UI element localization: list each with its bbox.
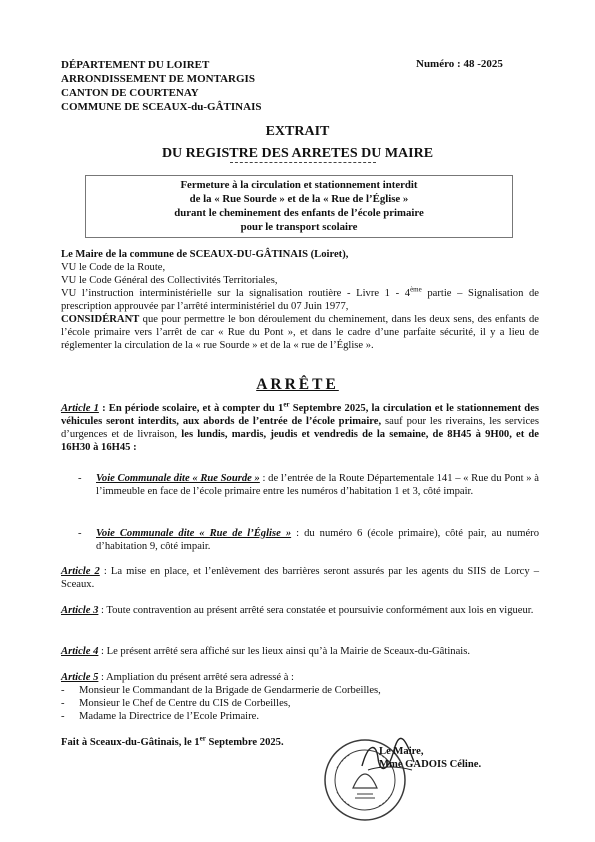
recipient-ecole: Madame la Directrice de l’Ecole Primaire. (79, 711, 260, 722)
article-4 (61, 645, 539, 658)
list-dash: - (78, 528, 82, 539)
article-1 (61, 402, 539, 454)
decree-number: Numéro : 48 -2025 (416, 58, 503, 70)
article-5-text: : Ampliation du présent arrêté sera adressé à : (98, 672, 294, 683)
article-2-paragraph (61, 565, 539, 591)
mayor-statement: Le Maire de la commune de SCEAUX-DU-GÂTINAIS (Loiret), (61, 249, 349, 260)
article-3 (61, 604, 539, 617)
visa-instruction-text-a: VU l’instruction interministérielle sur la signalisation routière - Livre 1 - 4 (61, 288, 411, 299)
place-date-text-a: Fait à Sceaux-du-Gâtinais, le 1 (61, 737, 200, 748)
list-item (78, 472, 539, 498)
article-4-paragraph (61, 645, 539, 658)
arrete-heading (0, 376, 595, 394)
administrative-header (61, 58, 261, 114)
recipient-item (61, 697, 539, 710)
recipient-item (61, 684, 539, 697)
voie-1-label: Voie Communale dite « Rue Sourde » (96, 473, 260, 484)
article-3-label: Article 3 (61, 605, 99, 616)
article-2 (61, 565, 539, 591)
document-subtitle: DU REGISTRE DES ARRETES DU MAIRE (161, 146, 434, 161)
place-date-line (61, 734, 284, 748)
list-dash: - (61, 685, 65, 696)
article-1-voie-1 (78, 472, 539, 498)
voie-2-text: : du numéro 6 (école primaire), côté pair, au numéro d’habitation 9, côté impair. (96, 528, 540, 552)
list-dash: - (61, 711, 65, 722)
article-4-label: Article 4 (61, 646, 99, 657)
header-commune: COMMUNE DE SCEAUX-du-GÂTINAIS (61, 101, 262, 113)
object-line-4: pour le transport scolaire (240, 221, 358, 233)
article-1-bold-b: Septembre 2025, la circulation et le stationnement des véhicules seront interdits, aux abords de l’entrée de l’école primaire, (61, 403, 540, 427)
visa-cgct: VU le Code Général des Collectivités Territoriales, (61, 275, 278, 286)
considerant (61, 313, 539, 352)
list-dash: - (78, 473, 82, 484)
article-5-paragraph (61, 671, 539, 684)
article-1-sup: er (283, 400, 290, 409)
article-1-paragraph (61, 402, 539, 454)
considerant-label: CONSIDÉRANT (61, 314, 140, 325)
article-2-label: Article 2 (61, 566, 100, 577)
header-canton: CANTON DE COURTENAY (61, 87, 199, 99)
article-3-paragraph (61, 604, 539, 617)
recipient-gendarmerie: Monsieur le Commandant de la Brigade de Gendarmerie de Corbeilles, (79, 685, 381, 696)
article-1-normal: sauf pour les riverains, les services d’urgences et de livraison, (61, 416, 539, 440)
visa-code-route: VU le Code de la Route, (61, 262, 166, 273)
recipient-item (61, 710, 539, 723)
decree-object-box (85, 175, 513, 238)
article-2-text: : La mise en place, et l’enlèvement des barrières seront assurés par les agents du SIIS de Lorcy – Sceaux. (61, 566, 539, 590)
article-1-voie-2 (78, 527, 539, 553)
list-item (78, 527, 539, 553)
article-5 (61, 671, 539, 723)
article-1-bold-a: : En période scolaire, et à compter du 1 (98, 403, 284, 414)
article-1-label: Article 1 (61, 403, 99, 414)
article-5-label: Article 5 (61, 672, 99, 683)
article-4-text: : Le présent arrêté sera affiché sur les lieux ainsi qu’à la Mairie de Sceaux-du-Gâtinais. (98, 646, 470, 657)
document-title: EXTRAIT (265, 124, 330, 139)
list-dash: - (61, 698, 65, 709)
signatory-name: Mme GADOIS Céline. (379, 759, 482, 770)
place-date-text-b: Septembre 2025. (205, 737, 284, 748)
arrete-heading-text: ARRÊTE (256, 376, 339, 393)
place-date-sup: er (199, 734, 206, 743)
article-1-bold-c: les lundis, mardis, jeudis et vendredis de la semaine, de 8H45 à 9H00, et de 16H30 à 16H45 : (61, 429, 539, 453)
recipient-cis: Monsieur le Chef de Centre du CIS de Corbeilles, (79, 698, 291, 709)
header-arrondissement: ARRONDISSEMENT DE MONTARGIS (61, 73, 255, 85)
object-line-3: durant le cheminement des enfants de l’école primaire (174, 207, 424, 219)
voie-2-label: Voie Communale dite « Rue de l’Église » (96, 528, 292, 539)
visa-instruction-text-b: partie – Signalisation de prescription approuvée par l’arrêté interministériel du 07 Juin 1977, (61, 288, 540, 312)
voie-1-text: : de l’entrée de la Route Départementale 141 – « Rue du Pont » à l’immeuble en face de l’école primaire entre les numéros d’habitation 1 et 3, côté impair. (96, 473, 539, 497)
visa-instruction-sup: ème (410, 285, 422, 294)
object-line-2: de la « Rue Sourde » et de la « Rue de l’Église » (189, 193, 409, 205)
handwritten-signature-icon (358, 736, 418, 776)
title-divider (230, 162, 376, 163)
signatory-title: Le Maire, (379, 746, 424, 757)
visas-section (61, 248, 539, 352)
considerant-text: que pour permettre le bon déroulement du cheminement, dans les deux sens, des enfants de l’école primaire vers l’arrêt de car « Rue du Pont », et dans le cadre d’une parfaite sécurité, il y a lieu de réglementer la circulation de la « rue Sourde » et de la « rue de l’Église ». (61, 314, 539, 351)
object-line-1: Fermeture à la circulation et stationnement interdit (180, 179, 418, 191)
header-departement: DÉPARTEMENT DU LOIRET (61, 59, 210, 71)
article-3-text: : Toute contravention au présent arrêté sera constatée et poursuivie conformément aux lois en vigueur. (98, 605, 534, 616)
visa-instruction (61, 287, 539, 313)
